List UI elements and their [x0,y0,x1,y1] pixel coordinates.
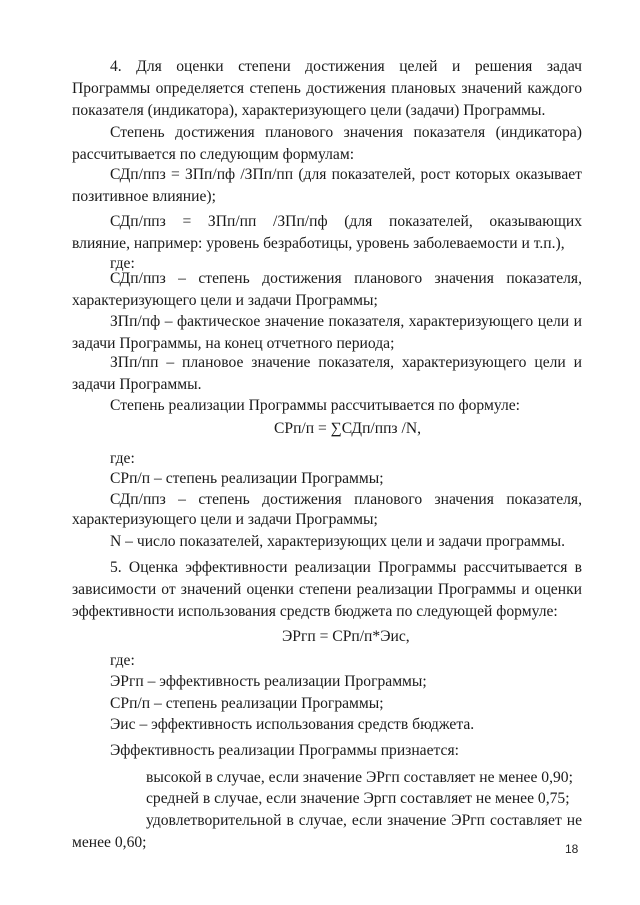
text-line: СДп/ппз = ЗПп/пф /ЗПп/пп (для показателей, рост которых оказывает [110,166,582,183]
text-line: где: [110,255,135,272]
text-line: влияние, например: уровень безработицы, уровень заболеваемости и т.п.), [72,235,565,252]
text-line: СДп/ппз – степень достижения планового значения показателя, [110,491,582,508]
text-line: СРп/п – степень реализации Программы; [110,695,384,712]
text-line: высокой в случае, если значение ЭРгп составляет не менее 0,90; [146,769,573,786]
text-line: рассчитывается по следующим формулам: [72,146,355,163]
text-line: СРп/п – степень реализации Программы; [110,470,384,487]
text-line: показателя (индикатора), характеризующего цели (задачи) Программы. [72,102,546,119]
text-line: задачи Программы, на конец отчетного периода; [72,335,395,352]
text-line: СДп/ппз = ЗПп/пп /ЗПп/пф (для показателей, оказывающих [110,213,582,230]
text-line: 4. Для оценки степени достижения целей и решения задач [110,58,582,75]
text-line: 5. Оценка эффективности реализации Программы рассчитывается в [110,559,582,576]
text-line: СРп/п = ∑СДп/ппз /N, [274,420,421,437]
text-line: позитивное влияние); [72,188,216,205]
text-line: средней в случае, если значение Эргп составляет не менее 0,75; [146,790,570,807]
text-line: ЭРгп = СРп/п*Эис, [282,628,410,645]
text-line: удовлетворительной в случае, если значение ЭРгп составляет не [146,812,582,829]
text-line: ЭРгп – эффективность реализации Программы; [110,673,427,690]
text-line: Степень достижения планового значения показателя (индикатора) [110,124,582,141]
text-line: эффективности использования средств бюджета по следующей формуле: [72,603,558,620]
text-line: Программы определяется степень достижения плановых значений каждого [72,80,582,97]
text-line: зависимости от значений оценки степени реализации Программы и оценки [72,581,582,598]
text-line: характеризующего цели и задачи Программы; [72,511,378,528]
text-line: где: [110,450,135,467]
text-line: характеризующего цели и задачи Программы; [72,292,378,309]
text-line: задачи Программы. [72,376,202,393]
page-number: 18 [565,842,579,856]
text-line: Эис – эффективность использования средств бюджета. [110,716,475,733]
text-line: Эффективность реализации Программы признается: [110,742,459,759]
text-line: Степень реализации Программы рассчитывается по формуле: [110,397,520,414]
text-line: где: [110,652,135,669]
text-line: ЗПп/пп – плановое значение показателя, характеризующего цели и [110,354,582,371]
text-line: СДп/ппз – степень достижения планового значения показателя, [110,270,582,287]
text-line: N – число показателей, характеризующих цели и задачи программы. [110,533,566,550]
text-line: менее 0,60; [72,834,147,851]
text-line: ЗПп/пф – фактическое значение показателя, характеризующего цели и [110,313,582,330]
